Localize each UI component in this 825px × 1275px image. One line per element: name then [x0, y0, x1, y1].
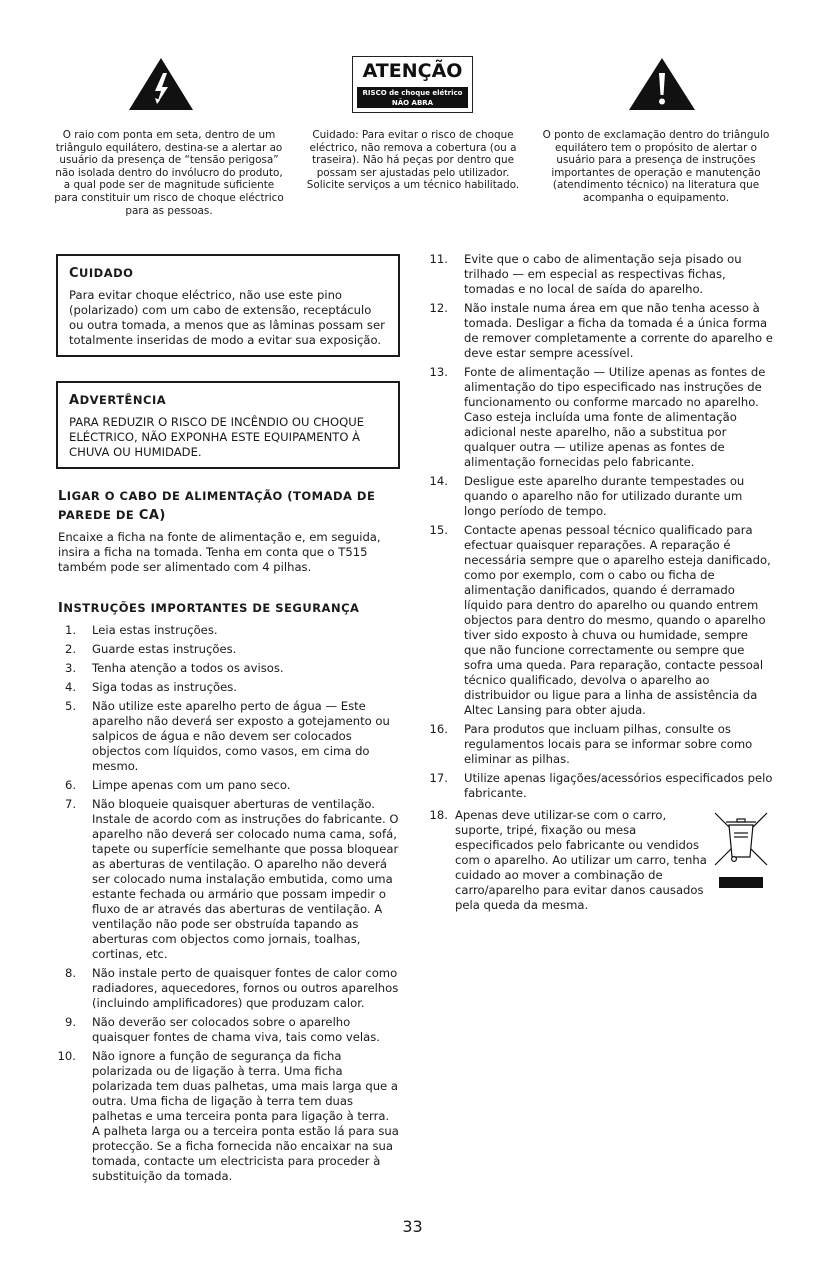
caution-box	[56, 254, 400, 357]
list-item-text: Fonte de alimentação — Utilize apenas as fontes de alimentação do tipo especificado nas instruções de funcionamento ou conforme marcado no aparelho. Caso esteja incluída uma fonte de alimentação adicional neste aparelho, não a substitua por qualquer outra — utilize apenas as fontes de alimentação fornecidas pelo fabricante.	[464, 365, 766, 469]
list-item-text: Guarde estas instruções.	[92, 642, 237, 656]
list-item	[427, 722, 773, 767]
list-item	[427, 301, 773, 361]
attention-caption: Cuidado: Para evitar o risco de choque eléctrico, não remova a cobertura (ou a traseira). Não há peças por dentro que possam ser ajustadas pelo utilizador. Solicite serviços a um técnico habilitado.	[306, 129, 520, 192]
list-item-number: 8.	[64, 966, 76, 980]
safety-section-title: INSTRUÇÕES IMPORTANTES DE SEGURANÇA	[58, 601, 360, 616]
ac-power-section-title: LIGAR O CABO DE ALIMENTAÇÃO (TOMADA DE PAREDE DE CA)	[58, 489, 376, 523]
list-item-text: Limpe apenas com um pano seco.	[92, 778, 291, 792]
attention-title: ATENÇÃO	[362, 60, 463, 82]
list-item	[55, 1049, 400, 1184]
list-item-number: 13.	[429, 365, 448, 379]
list-item-number: 10.	[57, 1049, 76, 1063]
list-item-text: Desligue este aparelho durante tempestades ou quando o aparelho não for utilizado durante um longo período de tempo.	[464, 474, 745, 518]
exclamation-caption: O ponto de exclamação dentro do triângulo equilátero tem o propósito de alertar o usuário para a presença de instruções importantes de operação e manutenção (atendimento técnico) na literatura que acompanha o equipamento.	[542, 129, 770, 204]
exclamation-warning-triangle-icon	[628, 57, 696, 111]
safety-instructions-list-right	[427, 252, 773, 805]
list-item	[55, 623, 400, 638]
list-item	[55, 966, 400, 1011]
list-item-text: Siga todas as instruções.	[92, 680, 237, 694]
caution-text: Para evitar choque eléctrico, não use este pino (polarizado) com um cabo de extensão, receptáculo ou outra tomada, a menos que as lâminas possam ser totalmente inseridas de modo a evitar sua exposição.	[69, 288, 385, 347]
list-item	[427, 252, 773, 297]
list-item	[55, 797, 400, 962]
list-item-number: 11.	[429, 252, 448, 266]
attention-label	[352, 56, 473, 113]
caution-title: CUIDADO	[69, 266, 134, 281]
list-item	[427, 771, 773, 801]
warning-title: ADVERTÊNCIA	[69, 393, 167, 408]
list-item-text: Evite que o cabo de alimentação seja pisado ou trilhado — em especial as respectivas fichas, tomadas e no local de saída do aparelho.	[464, 252, 742, 296]
list-item-number: 1.	[64, 623, 76, 637]
list-item	[427, 365, 773, 470]
list-item-number: 18.	[429, 808, 448, 822]
list-item-number: 14.	[429, 474, 448, 488]
list-item	[55, 661, 400, 676]
list-item-text: Tenha atenção a todos os avisos.	[92, 661, 284, 675]
safety-instructions-list-left	[55, 623, 400, 1188]
list-item-text: Não utilize este aparelho perto de água — Este aparelho não deverá ser exposto a gotejamento ou salpicos de água e não devem ser colocados objectos com líquidos, como vasos, em cima do mesmo.	[92, 699, 390, 773]
list-item	[55, 778, 400, 793]
crossed-out-wheeled-bin-icon	[713, 811, 769, 889]
list-item-number: 4.	[64, 680, 76, 694]
list-item-text: Leia estas instruções.	[92, 623, 218, 637]
list-item-number: 3.	[64, 661, 76, 675]
list-item	[55, 699, 400, 774]
list-item-number: 12.	[429, 301, 448, 315]
list-item-number: 2.	[64, 642, 76, 656]
list-item-text: Não bloqueie quaisquer aberturas de ventilação. Instale de acordo com as instruções do fabricante. O aparelho não deverá ser colocado numa cama, sofá, tapete ou superfície semelhante que possa bloquear as aberturas de ventilação. O aparelho não deverá ser colocado numa instalação embutida, como uma estante fechada ou armário que possam impedir o fluxo de ar através das aberturas de ventilação. A ventilação não pode ser obstruída tapando as aberturas com objectos como jornais, toalhas, cortinas, etc.	[92, 797, 399, 961]
list-item-text: Apenas deve utilizar-se com o carro, suporte, tripé, fixação ou mesa especificados pelo fabricante ou vendidos com o aparelho. Ao utilizar um carro, tenha cuidado ao mover a combinação de carro/aparelho para evitar danos causados pela queda da mesma.	[455, 808, 707, 912]
lightning-caption: O raio com ponta em seta, dentro de um triângulo equilátero, destina-se a alertar ao usuário da presença de “tensão perigosa” não isolada dentro do invólucro do produto, a qual pode ser de magnitude suficiente para constituir um risco de choque eléctrico para as pessoas.	[54, 129, 284, 217]
warning-box	[56, 381, 400, 469]
attention-subtitle	[357, 87, 468, 108]
list-item-text: Contacte apenas pessoal técnico qualificado para efectuar quaisquer reparações. A reparação é necessária sempre que o aparelho esteja danificado, como por exemplo, com o cabo ou ficha de alimentação danificados, quando é derramado líquido para dentro do aparelho ou quando entrem objectos para dentro do mesmo, quando o aparelho tiver sido exposto à chuva ou humidade, sempre que não funcione correctamente ou sempre que sofra uma queda. Para reparação, contacte pessoal técnico qualificado, devolva o aparelho ao distribuidor ou ligue para a linha de assistência da Altec Lansing para obter ajuda.	[464, 523, 771, 717]
list-item-text: Não instale numa área em que não tenha acesso à tomada. Desligar a ficha da tomada é a única forma de remover completamente a corrente do aparelho e deve estar sempre acessível.	[464, 301, 773, 360]
list-item-text: Para produtos que incluam pilhas, consulte os regulamentos locais para se informar sobre como eliminar as pilhas.	[464, 722, 753, 766]
list-item	[55, 1015, 400, 1045]
list-item	[427, 474, 773, 519]
list-item-number: 5.	[64, 699, 76, 713]
list-item-number: 7.	[64, 797, 76, 811]
list-item-number: 16.	[429, 722, 448, 736]
list-item-text: Utilize apenas ligações/acessórios especificados pelo fabricante.	[464, 771, 773, 800]
list-item	[427, 523, 773, 718]
list-item	[55, 680, 400, 695]
attention-line-2: NÃO ABRA	[391, 98, 434, 107]
list-item-number: 9.	[64, 1015, 76, 1029]
list-item-text: Não deverão ser colocados sobre o aparelho quaisquer fontes de chama viva, tais como velas.	[92, 1015, 380, 1044]
list-item-text: Não instale perto de quaisquer fontes de calor como radiadores, aquecedores, fornos ou outros aparelhos (incluindo amplificadores) que produzam calor.	[92, 966, 399, 1010]
list-item-number: 17.	[429, 771, 448, 785]
list-item	[55, 642, 400, 657]
page-number: 33	[402, 1217, 423, 1236]
lightning-warning-triangle-icon	[128, 57, 194, 111]
ac-power-section-text: Encaixe a ficha na fonte de alimentação e, em seguida, insira a ficha na tomada. Tenha em conta que o T515 também pode ser alimentado com 4 pilhas.	[58, 530, 381, 574]
list-item-text: Não ignore a função de segurança da ficha polarizada ou de ligação à terra. Uma ficha polarizada tem duas palhetas, uma mais larga que a outra. Uma ficha de ligação à terra tem duas palhetas e uma terceira ponta para ligação à terra. A palheta larga ou a terceira ponta estão lá para sua protecção. Se a ficha fornecida não encaixar na sua tomada, contacte um electricista para proceder à substituição da tomada.	[92, 1049, 399, 1183]
warning-text: PARA REDUZIR O RISCO DE INCÊNDIO OU CHOQUE ELÉCTRICO, NÃO EXPONHA ESTE EQUIPAMENTO À CHUVA OU HUMIDADE.	[69, 415, 365, 459]
list-item-number: 15.	[429, 523, 448, 537]
attention-line-1: RISCO de choque elétrico	[362, 89, 463, 97]
list-item-number: 6.	[64, 778, 76, 792]
